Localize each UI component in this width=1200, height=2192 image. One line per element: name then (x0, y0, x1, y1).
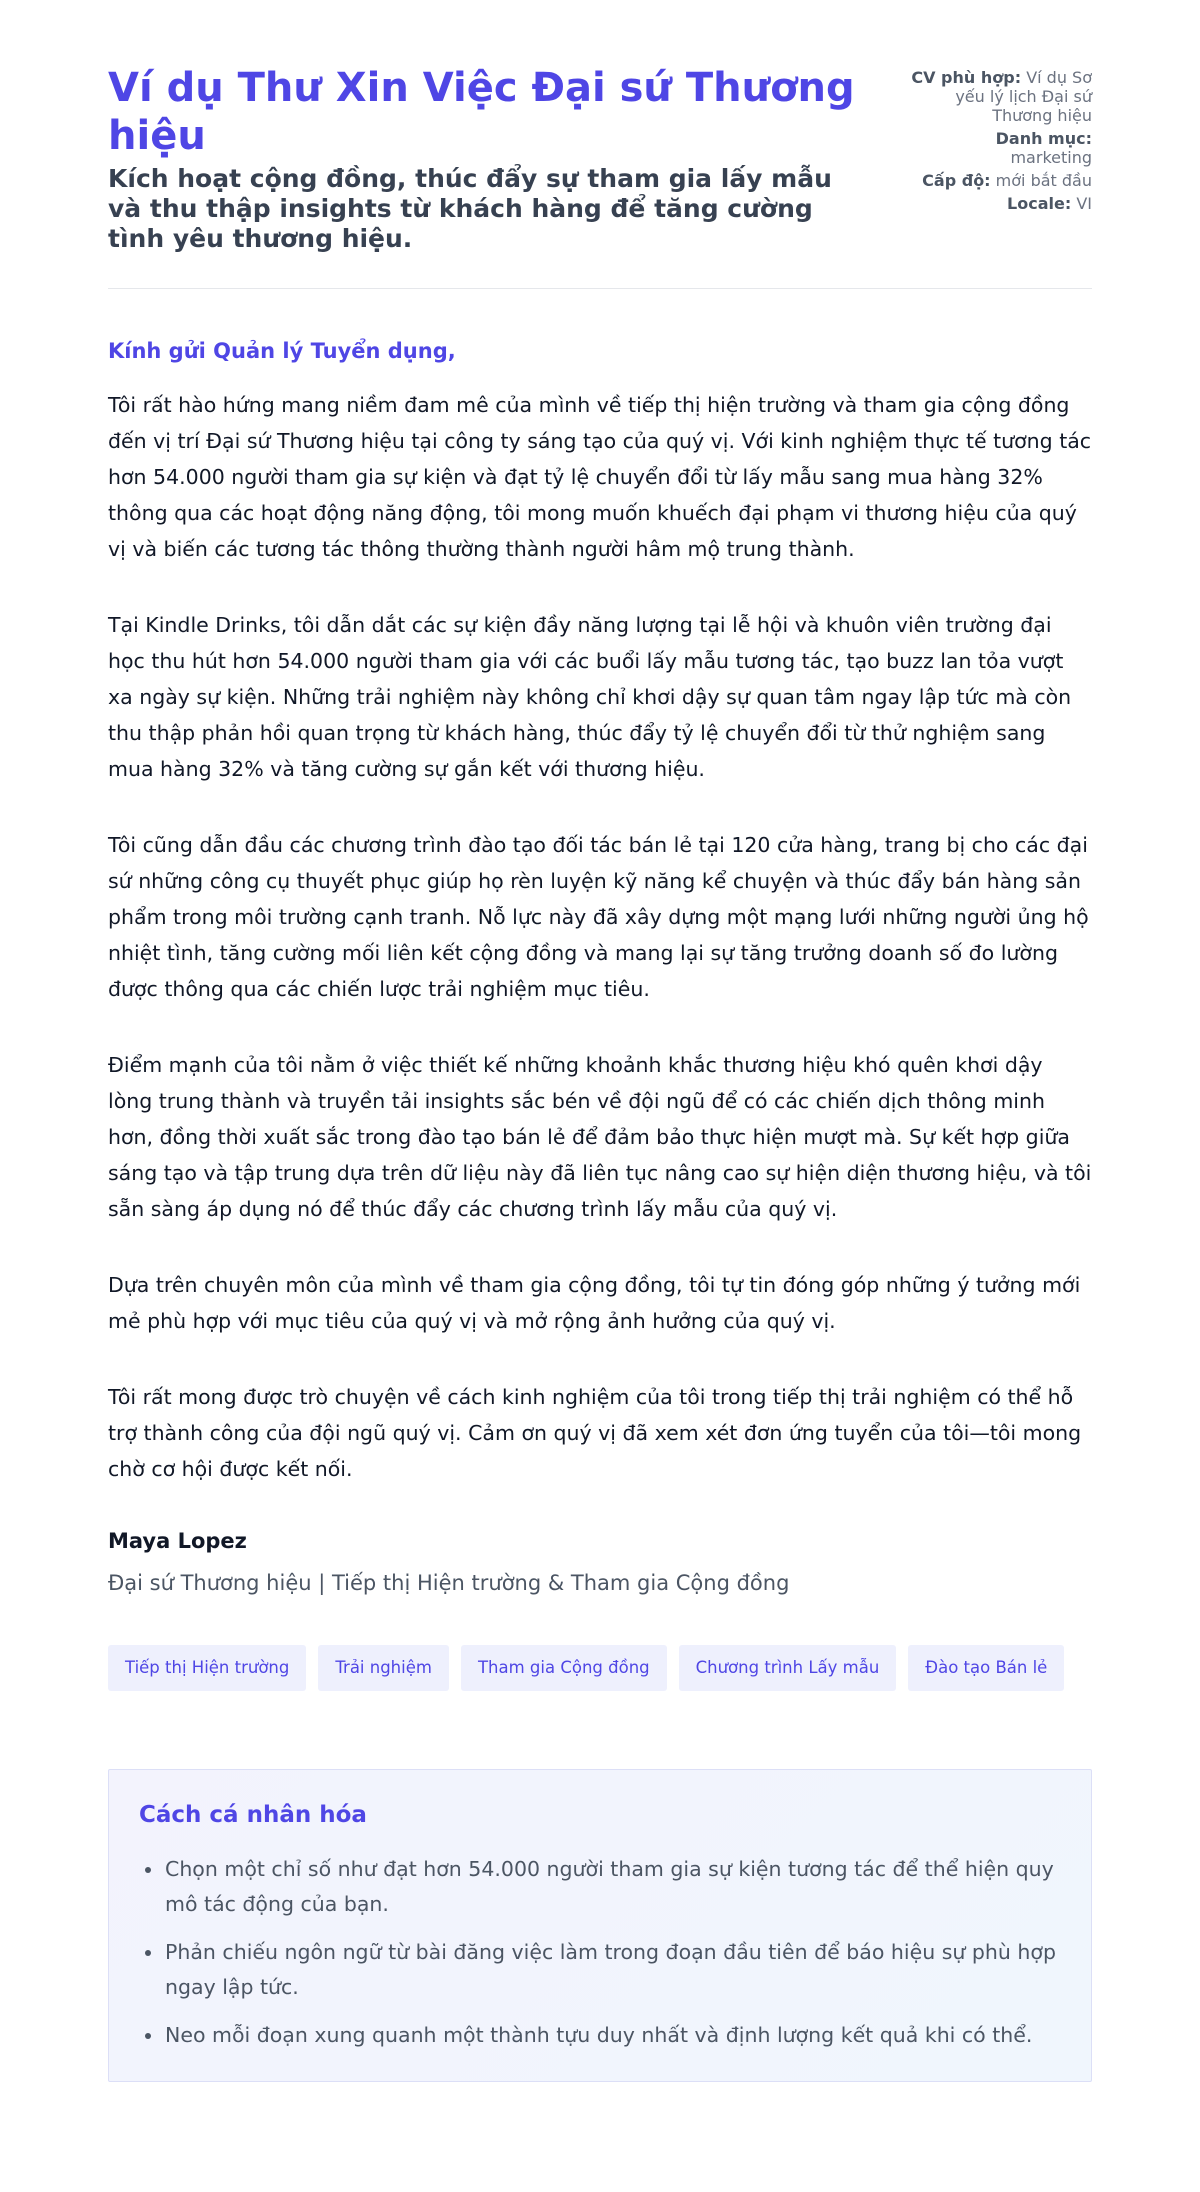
meta-category-label: Danh mục: (995, 129, 1092, 148)
signature-name: Maya Lopez (108, 1529, 247, 1553)
letter-paragraph: Điểm mạnh của tôi nằm ở việc thiết kế những khoảnh khắc thương hiệu khó quên khơi dậy lòng trung thành và truyền tải insights sắc bén về đội ngũ để có các chiến dịch thông minh hơn, đồng thời xuất sắc trong đào tạo bán lẻ để đảm bảo thực hiện mượt mà. Sự kết hợp giữa sáng tạo và tập trung dựa trên dữ liệu này đã liên tục nâng cao sự hiện diện thương hiệu, và tôi sẵn sàng áp dụng nó để thúc đẩy các chương trình lấy mẫu của quý vị. (108, 1053, 1092, 1221)
header-titles (108, 64, 868, 254)
meta-locale (892, 194, 1092, 213)
letter-paragraph: Dựa trên chuyên môn của mình về tham gia cộng đồng, tôi tự tin đóng góp những ý tưởng mới mẻ phù hợp với mục tiêu của quý vị và mở rộng ảnh hưởng của quý vị. (108, 1273, 1081, 1333)
signature-title: Đại sứ Thương hiệu | Tiếp thị Hiện trường & Tham gia Cộng đồng (108, 1571, 790, 1595)
letter-paragraph: Tại Kindle Drinks, tôi dẫn dắt các sự kiện đầy năng lượng tại lễ hội và khuôn viên trường đại học thu hút hơn 54.000 người tham gia với các buổi lấy mẫu tương tác, tạo buzz lan tỏa vượt xa ngày sự kiện. Những trải nghiệm này không chỉ khơi dậy sự quan tâm ngay lập tức mà còn thu thập phản hồi quan trọng từ khách hàng, thúc đẩy tỷ lệ chuyển đổi từ thử nghiệm sang mua hàng 32% và tăng cường sự gắn kết với thương hiệu. (108, 613, 1072, 781)
meta-level (892, 171, 1092, 190)
tag: Chương trình Lấy mẫu (679, 1645, 897, 1691)
tips-title: Cách cá nhân hóa (139, 1802, 367, 1828)
tip-item (139, 1852, 1061, 1922)
meta-category (892, 129, 1092, 167)
bullet-icon (145, 1950, 151, 1956)
meta-category-value: marketing (1010, 148, 1092, 167)
meta-cv (892, 68, 1092, 125)
tip-text: Phản chiếu ngôn ngữ từ bài đăng việc làm trong đoạn đầu tiên để báo hiệu sự phù hợp ngay lập tức. (165, 1940, 1056, 1999)
meta-panel (892, 64, 1092, 217)
tag: Tiếp thị Hiện trường (108, 1645, 306, 1691)
page-subtitle: Kích hoạt cộng đồng, thúc đẩy sự tham gia lấy mẫu và thu thập insights từ khách hàng để tăng cường tình yêu thương hiệu. (108, 164, 832, 253)
tag: Tham gia Cộng đồng (461, 1645, 667, 1691)
letter-paragraph: Tôi rất hào hứng mang niềm đam mê của mình về tiếp thị hiện trường và tham gia cộng đồng đến vị trí Đại sứ Thương hiệu tại công ty sáng tạo của quý vị. Với kinh nghiệm thực tế tương tác hơn 54.000 người tham gia sự kiện và đạt tỷ lệ chuyển đổi từ lấy mẫu sang mua hàng 32% thông qua các hoạt động năng động, tôi mong muốn khuếch đại phạm vi thương hiệu của quý vị và biến các tương tác thông thường thành người hâm mộ trung thành. (108, 393, 1092, 561)
letter-body (108, 387, 1092, 1487)
meta-cv-label: CV phù hợp: (911, 68, 1022, 87)
letter-paragraph: Tôi cũng dẫn đầu các chương trình đào tạo đối tác bán lẻ tại 120 cửa hàng, trang bị cho các đại sứ những công cụ thuyết phục giúp họ rèn luyện kỹ năng kể chuyện và thúc đẩy bán hàng sản phẩm trong môi trường cạnh tranh. Nỗ lực này đã xây dựng một mạng lưới những người ủng hộ nhiệt tình, tăng cường mối liên kết cộng đồng và mang lại sự tăng trưởng doanh số đo lường được thông qua các chiến lược trải nghiệm mục tiêu. (108, 833, 1089, 1001)
tips-list (139, 1852, 1061, 2053)
bullet-icon (145, 2033, 151, 2039)
tip-item (139, 1935, 1061, 2005)
meta-cv-value: Ví dụ Sơ yếu lý lịch Đại sứ Thương hiệu (955, 68, 1092, 125)
tag-list (108, 1645, 1092, 1691)
tip-text: Neo mỗi đoạn xung quanh một thành tựu duy nhất và định lượng kết quả khi có thể. (165, 2023, 1033, 2047)
tag: Đào tạo Bán lẻ (908, 1645, 1064, 1691)
personalization-tips-box (108, 1769, 1092, 2082)
page-title: Ví dụ Thư Xin Việc Đại sứ Thương hiệu (108, 65, 855, 159)
meta-level-label: Cấp độ: (922, 171, 991, 190)
tag: Trải nghiệm (318, 1645, 449, 1691)
tip-text: Chọn một chỉ số như đạt hơn 54.000 người tham gia sự kiện tương tác để thể hiện quy mô tác động của bạn. (165, 1857, 1054, 1916)
meta-level-value: mới bắt đầu (995, 171, 1092, 190)
meta-locale-value: VI (1076, 194, 1092, 213)
tip-item (139, 2018, 1061, 2053)
page-header (108, 0, 1092, 254)
meta-locale-label: Locale: (1007, 194, 1072, 213)
salutation: Kính gửi Quản lý Tuyển dụng, (108, 339, 456, 363)
letter-paragraph: Tôi rất mong được trò chuyện về cách kinh nghiệm của tôi trong tiếp thị trải nghiệm có thể hỗ trợ thành công của đội ngũ quý vị. Cảm ơn quý vị đã xem xét đơn ứng tuyển của tôi—tôi mong chờ cơ hội được kết nối. (108, 1385, 1082, 1481)
header-divider (108, 288, 1092, 289)
bullet-icon (145, 1867, 151, 1873)
